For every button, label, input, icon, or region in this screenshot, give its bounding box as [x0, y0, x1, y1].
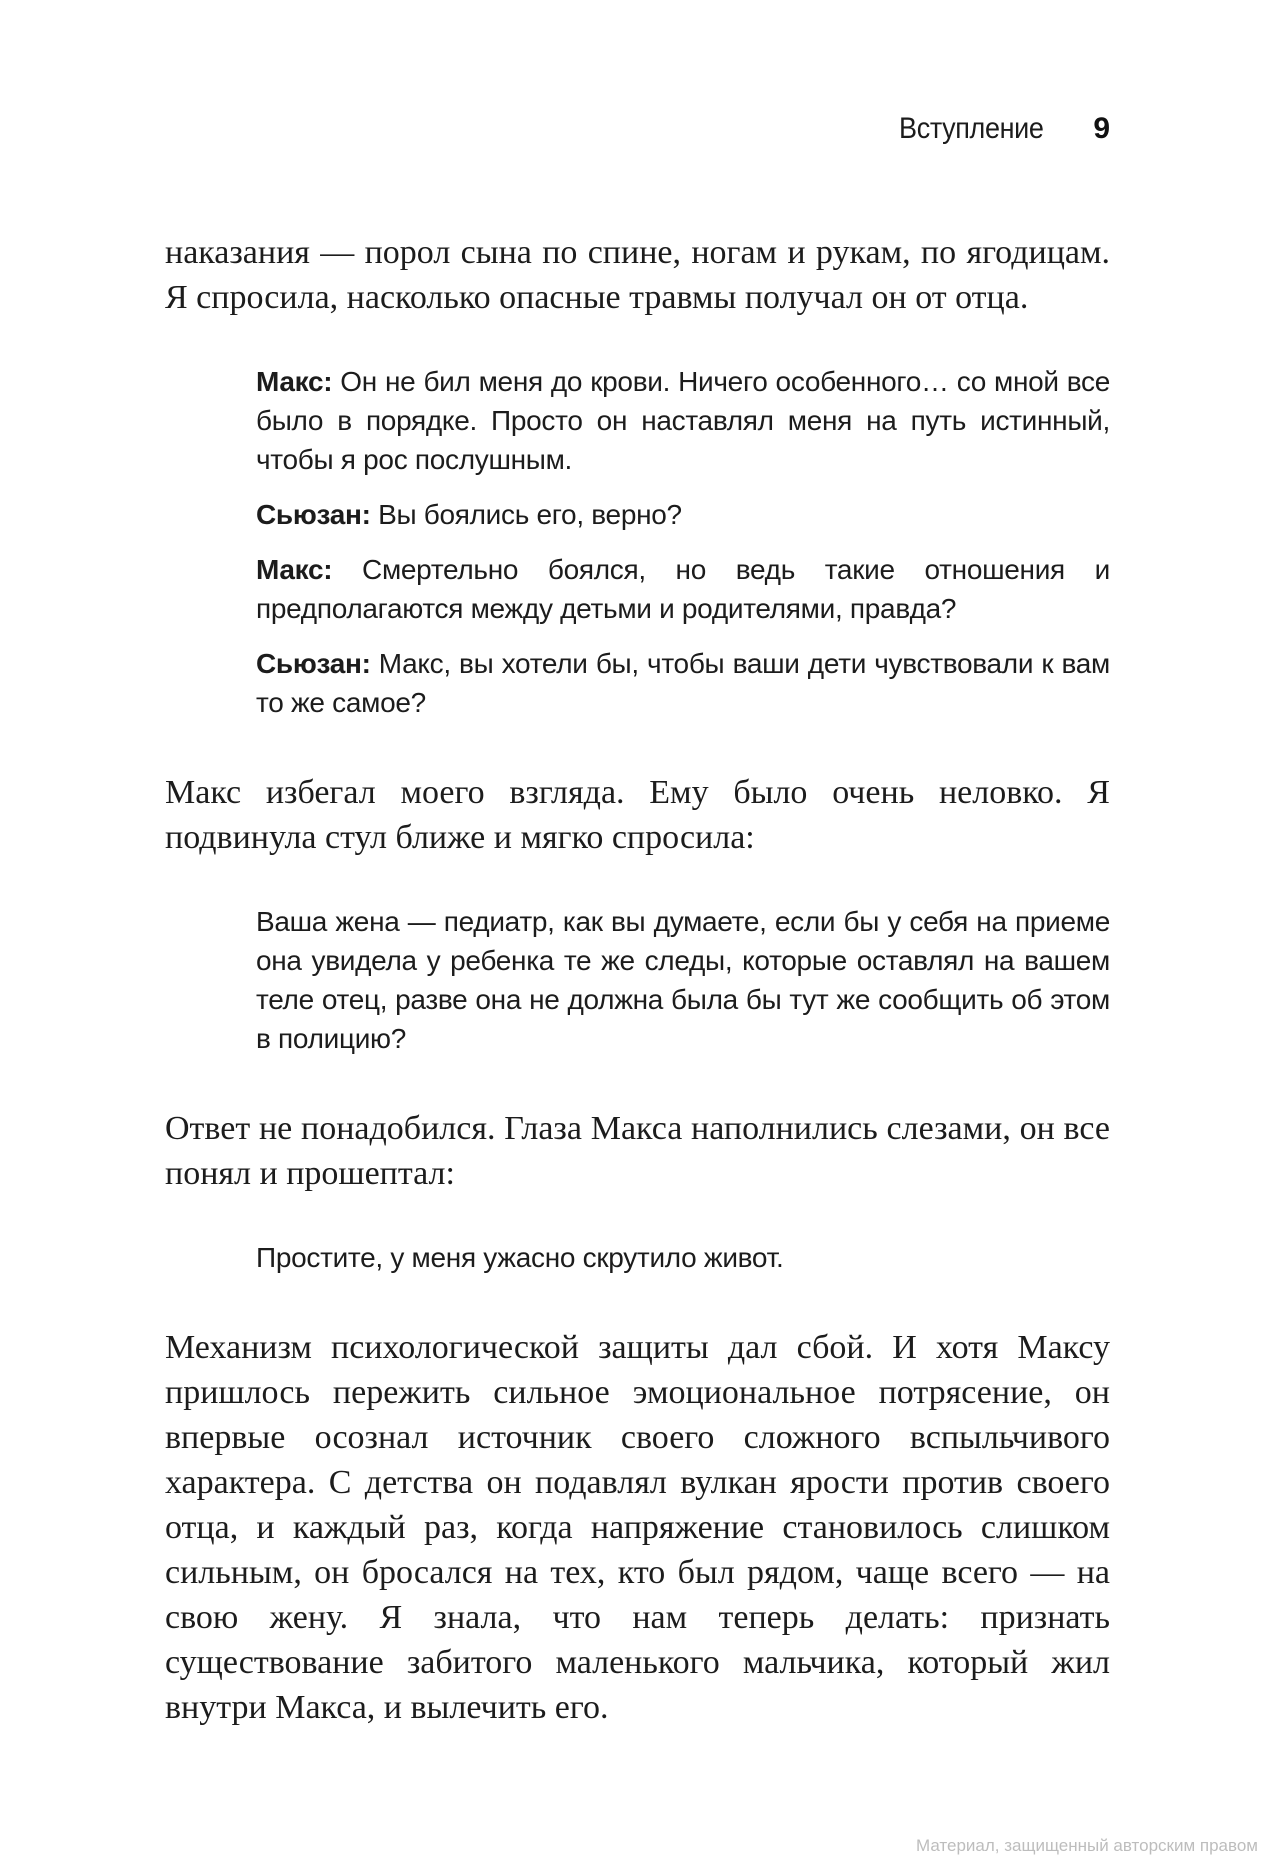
dialogue-text: Он не бил меня до крови. Ничего особенного… со мной все было в порядке. Просто он наставлял меня на путь истинный, чтобы я рос послушным. [256, 366, 1110, 475]
dialogue-line [256, 550, 1110, 628]
dialogue-line [256, 644, 1110, 722]
dialogue-text: Макс, вы хотели бы, чтобы ваши дети чувствовали к вам то же самое? [256, 648, 1110, 718]
running-header [883, 112, 1110, 146]
dialogue-line [256, 362, 1110, 479]
speaker-label: Макс: [256, 554, 333, 585]
quote-text: Ваша жена — педиатр, как вы думаете, если бы у себя на приеме она увидела у ребенка те же следы, которые оставлял на вашем теле отец, разве она не должна была бы тут же сообщить об этом в полицию? [256, 906, 1110, 1054]
paragraph-1: наказания — порол сына по спине, ногам и рукам, по ягодицам. Я спросила, насколько опасные травмы получал он от отца. [165, 234, 1110, 316]
speaker-label: Сьюзан: [256, 499, 371, 530]
section-title: Вступление [898, 112, 1044, 145]
speaker-label: Сьюзан: [256, 648, 371, 679]
quote-block-1 [256, 902, 1110, 1058]
dialogue-line [256, 495, 1110, 534]
paragraph-4: Механизм психологической защиты дал сбой. И хотя Максу пришлось пережить сильное эмоциональное потрясение, он впервые осознал источник своего сложного вспыльчивого характера. С детства он подавлял вулкан ярости против своего отца, и каждый раз, когда напряжение становилось слишком сильным, он бросался на тех, кто был рядом, чаще всего — на свою жену. Я знала, что нам теперь делать: признать существование забитого маленького мальчика, который жил внутри Макса, и вылечить его. [165, 1329, 1110, 1726]
speaker-label: Макс: [256, 366, 333, 397]
page-content [165, 230, 1110, 1730]
quote-text: Простите, у меня ужасно скрутило живот. [256, 1242, 784, 1273]
dialogue-block [256, 362, 1110, 722]
copyright-watermark: Материал, защищенный авторским правом [915, 1836, 1258, 1855]
quote-block-2 [256, 1238, 1110, 1277]
paragraph-3: Ответ не понадобился. Глаза Макса наполнились слезами, он все понял и прошептал: [165, 1110, 1110, 1192]
dialogue-text: Смертельно боялся, но ведь такие отношения и предполагаются между детьми и родителями, правда? [256, 554, 1110, 624]
page-number: 9 [1093, 112, 1110, 145]
paragraph-2: Макс избегал моего взгляда. Ему было очень неловко. Я подвинула стул ближе и мягко спросила: [165, 774, 1110, 856]
dialogue-text: Вы боялись его, верно? [370, 499, 682, 530]
